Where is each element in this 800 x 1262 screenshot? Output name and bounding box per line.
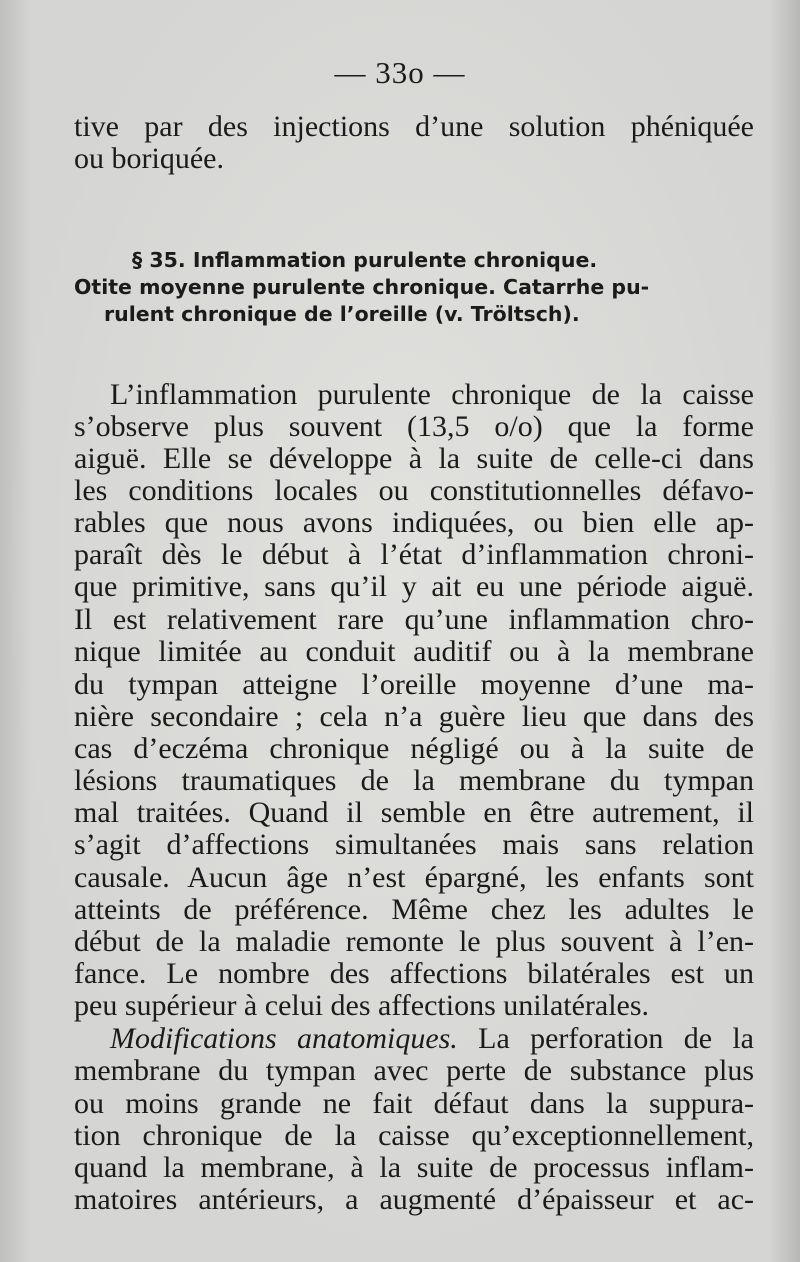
- paragraph-line: peu supérieur à celui des affections unilatérales.: [74, 989, 650, 1022]
- paragraph-line: mal traitées. Quand il semble en être autrement, il: [74, 796, 754, 829]
- paragraph-line: ou moins grande ne fait défaut dans la suppura-: [74, 1087, 754, 1120]
- paragraph-line: rables que nous avons indiquées, ou bien elle ap-: [74, 506, 754, 539]
- paragraph-text: La perforation de la: [457, 1022, 754, 1055]
- paragraph-line: début de la maladie remonte le plus souvent à l’en-: [74, 925, 754, 958]
- paragraph-line: s’agit d’affections simultanées mais sans relation: [74, 828, 754, 861]
- paragraph-line: lésions traumatiques de la membrane du tympan: [74, 764, 754, 797]
- paragraph-line: paraît dès le début à l’état d’inflammation chroni-: [74, 538, 754, 571]
- paragraph-line: fance. Le nombre des affections bilatérales est un: [74, 957, 754, 990]
- paragraph-line: L’inflammation purulente chronique de la caisse: [110, 378, 754, 411]
- paragraph-line: aiguë. Elle se développe à la suite de celle-ci dans: [74, 442, 754, 475]
- paragraph-line: quand la membrane, à la suite de processus inflam-: [74, 1151, 754, 1184]
- paragraph-line: nique limitée au conduit auditif ou à la membrane: [74, 635, 754, 668]
- section-heading-subtitle: Otite moyenne purulente chronique. Catarrhe pu-: [74, 275, 650, 299]
- section-heading-title: § 35. Inflammation purulente chronique.: [132, 248, 598, 272]
- paragraph-line: tion chronique de la caisse qu’exceptionnellement,: [74, 1119, 754, 1152]
- section-heading-subtitle: rulent chronique de l’oreille (v. Tröltsch).: [104, 302, 580, 326]
- page-number: — 33o —: [334, 55, 466, 90]
- paragraph-line: que primitive, sans qu’il y ait eu une période aiguë.: [74, 570, 754, 603]
- paragraph-line: cas d’eczéma chronique négligé ou à la suite de: [74, 732, 754, 765]
- italic-lead: Modifications anatomiques.: [110, 1022, 458, 1055]
- paragraph-line: causale. Aucun âge n’est épargné, les enfants sont: [74, 861, 754, 894]
- paragraph-line: nière secondaire ; cela n’a guère lieu que dans des: [74, 700, 754, 733]
- paragraph-line: s’observe plus souvent (13,5 o/o) que la forme: [74, 410, 754, 443]
- paragraph-line: Il est relativement rare qu’une inflammation chro-: [74, 603, 754, 636]
- paragraph-line: les conditions locales ou constitutionnelles défavo-: [74, 474, 754, 507]
- paragraph-line: membrane du tympan avec perte de substance plus: [74, 1054, 754, 1087]
- continuation-line: tive par des injections d’une solution phéniquée: [74, 110, 754, 143]
- paragraph-line: atteints de préférence. Même chez les adultes le: [74, 893, 754, 926]
- paragraph-line: du tympan atteigne l’oreille moyenne d’une ma-: [74, 668, 754, 701]
- paragraph-line: [110, 1022, 754, 1056]
- continuation-line: ou boriquée.: [74, 142, 224, 175]
- paragraph-line: matoires antérieurs, a augmenté d’épaisseur et ac-: [74, 1183, 754, 1216]
